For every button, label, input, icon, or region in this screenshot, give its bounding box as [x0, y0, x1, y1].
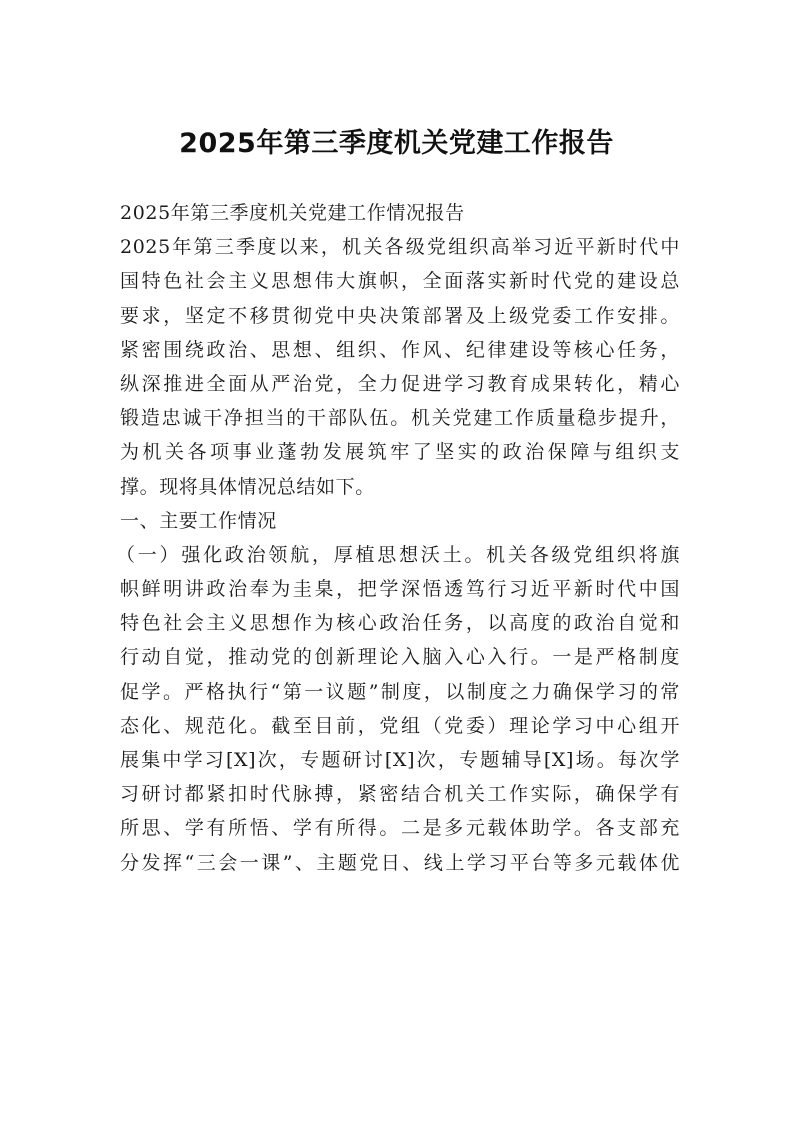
paragraph-line: 撑。现将具体情况总结如下。 — [120, 475, 375, 498]
subtitle-line: 2025年第三季度机关党建工作情况报告 — [120, 202, 465, 224]
paragraph-line: 国特色社会主义思想伟大旗帜，全面落实新时代党的建设总 — [120, 270, 680, 293]
paragraph-line: 要求，坚定不移贯彻党中央决策部署及上级党委工作安排。 — [120, 304, 680, 327]
paragraph-line: 习研讨都紧扣时代脉搏，紧密结合机关工作实际，确保学有 — [120, 783, 680, 806]
paragraph-line: 紧密围绕政治、思想、组织、作风、纪律建设等核心任务， — [120, 338, 680, 361]
paragraph-line: 行动自觉，推动党的创新理论入脑入心入行。一是严格制度 — [120, 646, 680, 669]
paragraph-line: 所思、学有所悟、学有所得。二是多元载体助学。各支部充 — [120, 817, 680, 840]
paragraph-line: 2025年第三季度以来，机关各级党组织高举习近平新时代中 — [120, 236, 680, 259]
paragraph-line: 纵深推进全面从严治党，全力促进学习教育成果转化，精心 — [120, 372, 680, 395]
paragraph-line: 帜鲜明讲政治奉为圭臬，把学深悟透笃行习近平新时代中国 — [120, 578, 680, 601]
section-heading: 一、主要工作情况 — [120, 509, 277, 532]
paragraph-line: 为机关各项事业蓬勃发展筑牢了坚实的政治保障与组织支 — [120, 441, 680, 464]
paragraph-line: 态化、规范化。截至目前，党组（党委）理论学习中心组开 — [120, 714, 680, 737]
paragraph-line: 展集中学习[X]次，专题研讨[X]次，专题辅导[X]场。每次学 — [120, 749, 680, 771]
document-body — [116, 196, 680, 880]
paragraph-line: 分发挥“三会一课”、主题党日、线上学习平台等多元载体优 — [120, 851, 680, 874]
document-title: 2025年第三季度机关党建工作报告 — [179, 128, 614, 159]
paragraph-line: 促学。严格执行“第一议题”制度，以制度之力确保学习的常 — [120, 680, 680, 703]
paragraph-line: （一）强化政治领航，厚植思想沃土。机关各级党组织将旗 — [116, 543, 680, 566]
paragraph-line: 锻造忠诚干净担当的干部队伍。机关党建工作质量稳步提升， — [120, 407, 680, 430]
paragraph-line: 特色社会主义思想作为核心政治任务，以高度的政治自觉和 — [120, 612, 680, 635]
